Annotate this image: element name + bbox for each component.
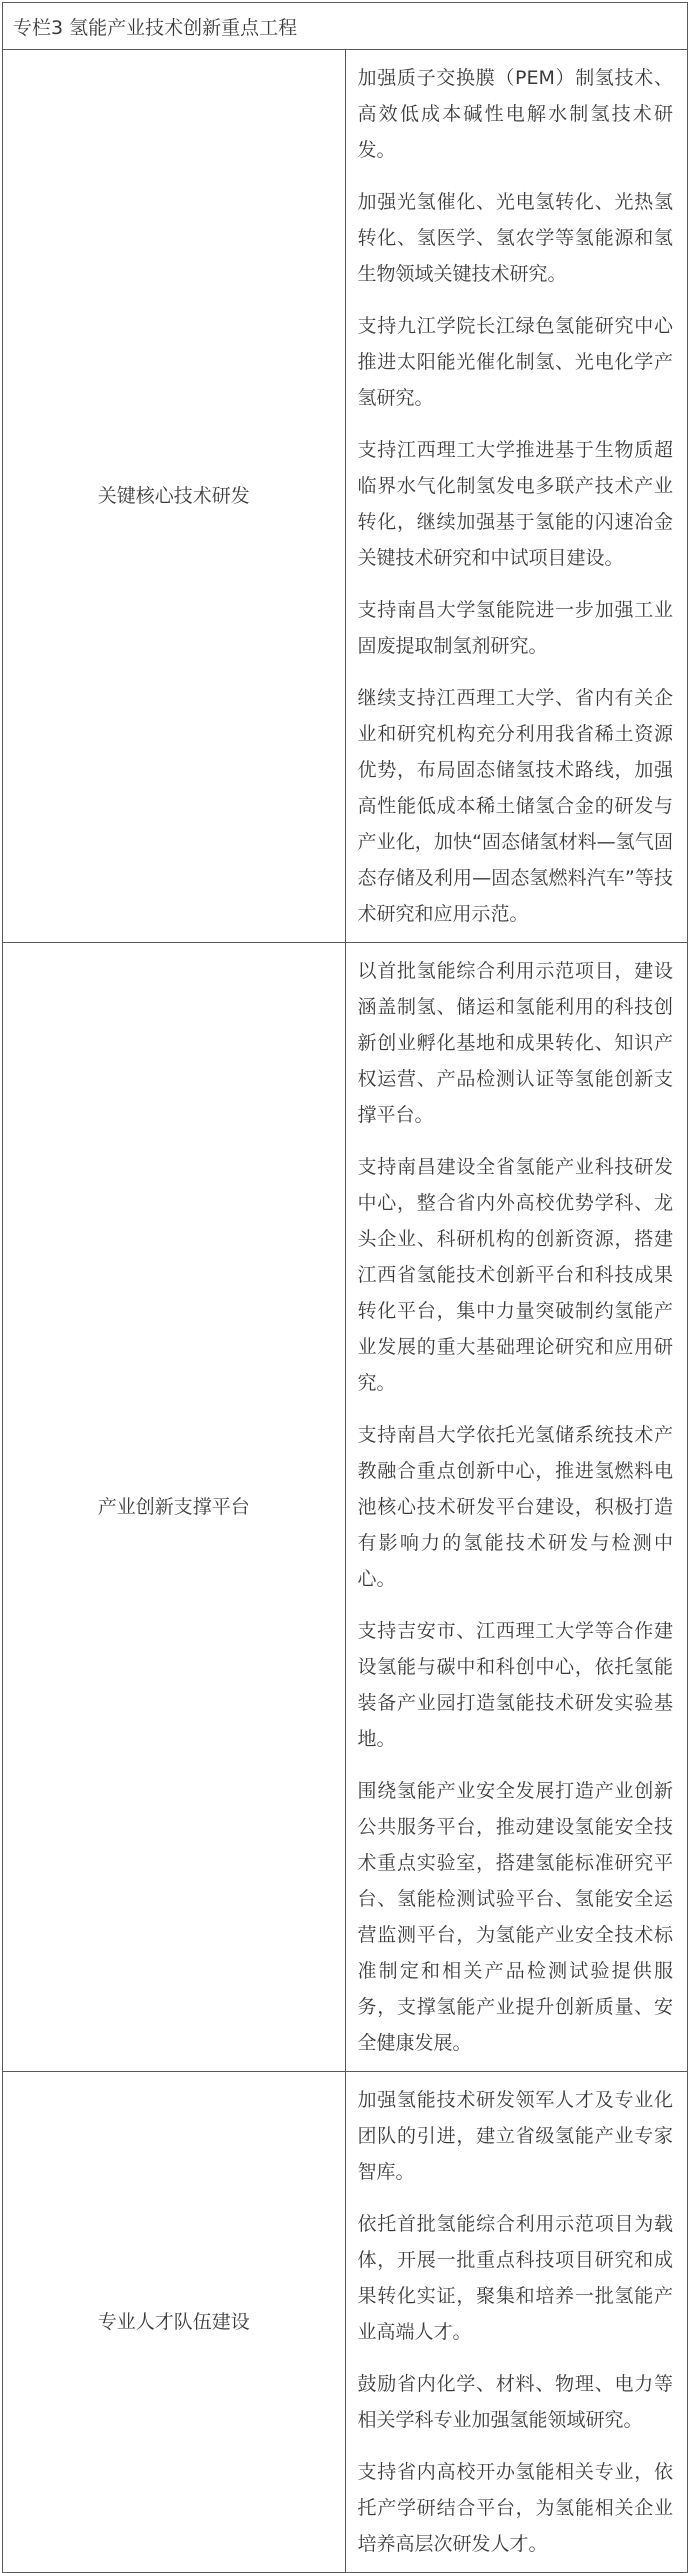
list-item: 鼓励省内化学、材料、物理、电力等相关学科专业加强氢能领域研究。 (357, 2373, 673, 2431)
list-item: 围绕氢能产业安全发展打造产业创新公共服务平台，推动建设氢能安全技术重点实验室，搭建氢能标准研究平台、氢能检测试验平台、氢能安全运营监测平台，为氢能产业安全技术标准制定和相关产品检测试验提供服务，支撑氢能产业提升创新质量、安全健康发展。 (357, 1780, 673, 2054)
list-item: 支持江西理工大学推进基于生物质超临界水气化制氢发电多联产技术产业转化，继续加强基于氢能的闪速冶金关键技术研究和中试项目建设。 (357, 439, 673, 569)
list-item: 以首批氢能综合利用示范项目，建设涵盖制氢、储运和氢能利用的科技创新创业孵化基地和成果转化、知识产权运营、产品检测认证等氢能创新支撑平台。 (357, 960, 673, 1126)
list-item: 继续支持江西理工大学、省内有关企业和研究机构充分利用我省稀土资源优势，布局固态储氢技术路线，加强高性能低成本稀土储氢合金的研发与产业化，加快“固态储氢材料—氢气固态存储及利用—固态氢燃料汽车”等技术研究和应用示范。 (357, 687, 673, 925)
list-item: 加强质子交换膜（PEM）制氢技术、高效低成本碱性电解水制氢技术研发。 (357, 67, 673, 161)
list-item: 支持省内高校开办氢能相关专业，依托产学研结合平台，为氢能相关企业培养高层次研发人才。 (357, 2461, 673, 2555)
list-item: 支持吉安市、江西理工大学等合作建设氢能与碳中和科创中心，依托氢能装备产业园打造氢能技术研发实验基地。 (357, 1620, 673, 1750)
list-item: 支持南昌建设全省氢能产业科技研发中心，整合省内外高校优势学科、龙头企业、科研机构的创新资源，搭建江西省氢能技术创新平台和科技成果转化平台，集中力量突破制约氢能产业发展的重大基础理论研究和应用研究。 (357, 1156, 673, 1394)
list-item: 支持南昌大学依托光氢储系统技术产教融合重点创新中心，推进氢燃料电池核心技术研发平台建设，积极打造有影响力的氢能技术研发与检测中心。 (357, 1424, 673, 1590)
table-title: 专栏3 氢能产业技术创新重点工程 (3, 3, 688, 50)
section-row-key-technology (3, 50, 688, 943)
list-item: 加强氢能技术研发领军人才及专业化团队的引进，建立省级氢能产业专家智库。 (357, 2089, 673, 2183)
section-row-innovation-platform (3, 943, 688, 2072)
items-list (345, 943, 688, 2072)
list-item: 加强光氢催化、光电氢转化、光热氢转化、氢医学、氢农学等氢能源和氢生物领域关键技术研究。 (357, 191, 673, 285)
category-label: 产业创新支撑平台 (3, 943, 346, 2072)
list-item: 支持南昌大学氢能院进一步加强工业固废提取制氢剂研究。 (357, 599, 673, 657)
list-item: 支持九江学院长江绿色氢能研究中心推进太阳能光催化制氢、光电化学产氢研究。 (357, 315, 673, 409)
items-list (345, 50, 688, 943)
items-list (345, 2072, 688, 2573)
category-label: 专业人才队伍建设 (3, 2072, 346, 2573)
category-label: 关键核心技术研发 (3, 50, 346, 943)
project-table (2, 2, 688, 2573)
list-item: 依托首批氢能综合利用示范项目为载体，开展一批重点科技项目研究和成果转化实证，聚集和培养一批氢能产业高端人才。 (357, 2213, 673, 2343)
section-row-talent-team (3, 2072, 688, 2573)
title-row (3, 3, 688, 50)
